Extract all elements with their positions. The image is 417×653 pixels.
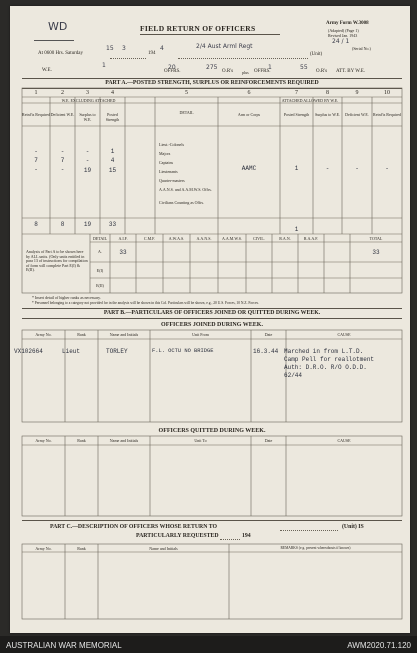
c7-value: 1 — [294, 165, 299, 172]
att-group-header: ATTACHED ALLOWED BY W.E. — [281, 98, 339, 103]
part-c-top-rule — [22, 520, 402, 521]
part-b-heading: PART B.—PARTICULARS OF OFFICERS JOINED OR QUITTED DURING WEEK. — [103, 310, 321, 316]
date-day: 15 — [106, 45, 114, 52]
hdr-reinf-1: Reinf'ts Required — [22, 112, 50, 117]
col-num-8: 8 — [326, 90, 329, 96]
plus-ors-label: O.R's — [316, 69, 328, 74]
offrs-label: OFFRS. — [164, 69, 181, 74]
we-group-header: W.E. EXCLUDING ATTACHED — [61, 98, 116, 103]
rank-2: Captains — [159, 160, 173, 165]
c-hdr-name: Name and Initials — [149, 546, 178, 551]
year-hand: 4 — [160, 45, 164, 52]
c2-r2: 7 — [60, 157, 65, 164]
quitted-hdr-name: Name and Initials — [109, 438, 139, 443]
c2-r3: - — [60, 166, 65, 173]
entry-unit-from: F.L. OCTU NO BRIDGE — [152, 348, 214, 354]
hdr-detail: DETAIL — [179, 110, 194, 115]
an-row-e2: E(II) — [96, 283, 104, 288]
an-hdr-cmf: C.M.F. — [143, 236, 156, 241]
quitted-hdr-army-no: Army No. — [35, 438, 52, 443]
an-total-value: 33 — [372, 249, 380, 256]
c-hdr-rank: Rank — [77, 546, 86, 551]
hdr-arm-corps: Arm or Corps — [237, 112, 261, 117]
c3-r2: - — [85, 157, 90, 164]
serial-label: (Serial No.) — [352, 46, 371, 51]
c1-r1: - — [34, 148, 38, 155]
entry-name: TORLEY — [106, 348, 128, 355]
footer-left: AUSTRALIAN WAR MEMORIAL — [6, 641, 122, 650]
an-hdr-awas: A.W.A.S. — [168, 236, 185, 241]
c8-value: - — [325, 165, 330, 172]
col-num-6: 6 — [247, 90, 251, 96]
plus-label: plus — [242, 70, 249, 75]
form-adapted: (Adapted) (Page 1) — [328, 28, 359, 33]
rank-6: Civilians Counting as Offrs. — [159, 200, 205, 205]
serial-value: 24 / 1 — [332, 38, 350, 45]
col-num-5: 5 — [185, 90, 188, 96]
part-c-heading: PART C.—DESCRIPTION OF OFFICERS WHOSE RETURN TO — [50, 524, 218, 530]
form-sheet — [10, 6, 410, 633]
an-row-a: A. — [98, 249, 102, 254]
hdr-posted-2: Posted Strength — [283, 112, 310, 117]
joined-hdr-cause: CAUSE — [337, 332, 351, 337]
entry-rank: Lieut — [62, 348, 81, 355]
entry-cause-2: Camp Pell for reallotment — [284, 356, 375, 363]
unit-label: (Unit) — [310, 52, 323, 57]
hdr-posted-1: Posted Strength — [105, 112, 120, 122]
col-num-7: 7 — [295, 90, 298, 96]
rank-1: Majors — [159, 151, 171, 156]
an-aif-value: 33 — [119, 249, 127, 256]
quitted-hdr-cause: CAUSE — [337, 438, 351, 443]
col-num-4: 4 — [111, 90, 114, 96]
footnote-1: * Insert detail of higher ranks as necessary. — [32, 295, 101, 300]
analysis-detail-label: DETAIL — [92, 236, 108, 241]
quitted-hdr-rank: Rank — [77, 438, 86, 443]
plus-offrs-hand: 1 — [268, 64, 272, 71]
c2-r1: - — [60, 148, 65, 155]
total-c1: 8 — [34, 221, 38, 228]
c-hdr-remarks: REMARKS (e.g. present whereabouts if known) — [280, 546, 351, 550]
an-hdr-total: TOTAL — [369, 236, 383, 241]
an-hdr-ran: R.A.N. — [279, 236, 291, 241]
c3-r1: - — [85, 148, 90, 155]
we-label: W.E. — [42, 68, 52, 73]
hdr-surplus-1: Surplus to W.E. — [79, 112, 96, 122]
part-c-date-line — [220, 539, 240, 540]
col-num-1: 1 — [34, 90, 38, 96]
an-hdr-raaf: R.A.A.F. — [303, 236, 319, 241]
joined-hdr-army-no: Army No. — [35, 332, 52, 337]
archive-footer — [0, 636, 417, 653]
form-title: FIELD RETURN OF OFFICERS — [140, 24, 256, 33]
we-offrs-hand: 1 — [102, 62, 106, 69]
c4-r2: 4 — [110, 157, 115, 164]
total-c4: 33 — [108, 221, 117, 228]
rank-0: Lieut.-Colonels — [159, 142, 184, 147]
form-number: Army Form W.3008 — [326, 21, 369, 26]
an-row-e1: E(I) — [96, 268, 104, 273]
ors-label: O.R's — [222, 69, 234, 74]
plus-offrs-label: OFFRS. — [254, 69, 271, 74]
entry-cause-1: Marched in from L.T.D. — [284, 348, 364, 355]
an-hdr-aif: A.I.F. — [118, 236, 128, 241]
joined-hdr-unit: Unit From — [192, 332, 209, 337]
c-hdr-army-no: Army No. — [35, 546, 52, 551]
hdr-surplus-2: Surplus to W.E. — [314, 112, 341, 117]
corps-value: AAMC — [241, 165, 257, 172]
part-c-heading-unit: (Unit) IS — [342, 524, 364, 530]
rank-4: Quarter-masters — [159, 178, 185, 183]
footer-right: AWM2020.71.120 — [347, 641, 411, 650]
hdr-deficient-2: Deficient W.E. — [345, 112, 369, 117]
c3-r3: 19 — [83, 167, 92, 174]
col-num-3: 3 — [86, 90, 89, 96]
footnote-2: * Personnel belonging to a category not provided for in the analysis will be shown in this Col. Particulars will be shown, e.g., 20 U.S. Forces, 10 N.Z. Forces. — [32, 301, 259, 305]
ors-hand: 275 — [206, 64, 218, 71]
joined-heading: OFFICERS JOINED DURING WEEK. — [161, 322, 263, 328]
plus-ors-hand: 55 — [300, 64, 308, 71]
entry-cause-3: Auth: D.R.O. R/O O.D.D. — [284, 364, 367, 371]
entry-date: 16.3.44 — [253, 348, 279, 355]
col-num-9: 9 — [355, 90, 359, 96]
quitted-heading: OFFICERS QUITTED DURING WEEK. — [158, 428, 266, 434]
joined-hdr-rank: Rank — [77, 332, 86, 337]
col-num-2: 2 — [61, 90, 64, 96]
form-revised: Revised Jan. 1943 — [328, 33, 358, 38]
unit-hand: 2/4 Aust Arml Regt — [196, 43, 253, 50]
analysis-note: Analysis of Part A to be shown here by ALL units. (Only units entitled in para 13 of instructions for compilation of form will complete Part E(I) & E(II). — [26, 249, 88, 273]
c9-value: - — [355, 165, 359, 172]
total-c7: 1 — [294, 226, 299, 233]
c1-r3: - — [34, 166, 38, 173]
rank-5: A.A.N.S. and A.A.M.W.S. Offrs. — [159, 187, 212, 192]
joined-hdr-date: Date — [264, 332, 273, 337]
entry-cause-4: 62/44 — [284, 372, 303, 379]
quitted-hdr-unit: Unit To — [194, 438, 207, 443]
joined-hdr-name: Name and Initials — [109, 332, 139, 337]
part-c-unit-line — [280, 530, 338, 531]
entry-army-no: VX102664 — [14, 348, 43, 355]
col-num-10: 10 — [384, 90, 390, 96]
an-hdr-civil: CIVIL. — [253, 236, 265, 241]
c10-value: - — [385, 165, 389, 172]
c4-r3: 15 — [108, 167, 117, 174]
part-a-heading: PART A.—POSTED STRENGTH, SURPLUS OR REINFORCEMENTS REQUIRED — [105, 80, 319, 86]
total-c2: 8 — [60, 221, 65, 228]
handwritten-wd: WD — [48, 20, 68, 33]
an-hdr-aans: A.A.N.S. — [196, 236, 212, 241]
quitted-hdr-date: Date — [264, 438, 273, 443]
c4-r1: 1 — [110, 148, 115, 155]
date-num: 3 — [122, 45, 126, 52]
total-c3: 19 — [83, 221, 92, 228]
time-label: At 0600 Hrs. Saturday — [38, 51, 83, 56]
rank-3: Lieutenants — [159, 169, 178, 174]
part-c-heading-2: PARTICULARLY REQUESTED — [136, 533, 219, 539]
hdr-deficient-1: Deficient W.E. — [50, 112, 75, 117]
we-offrs-hand-2: 20 — [168, 64, 176, 71]
an-hdr-aamws: A.A.M.W.S. — [222, 236, 242, 241]
hdr-reinf-2: Reinf'ts Required — [373, 112, 401, 117]
c1-r2: 7 — [34, 157, 38, 164]
part-c-year: 194 — [242, 533, 251, 539]
year-print: 194 — [148, 51, 156, 56]
att-label: ATT. BY W.E. — [336, 69, 366, 74]
